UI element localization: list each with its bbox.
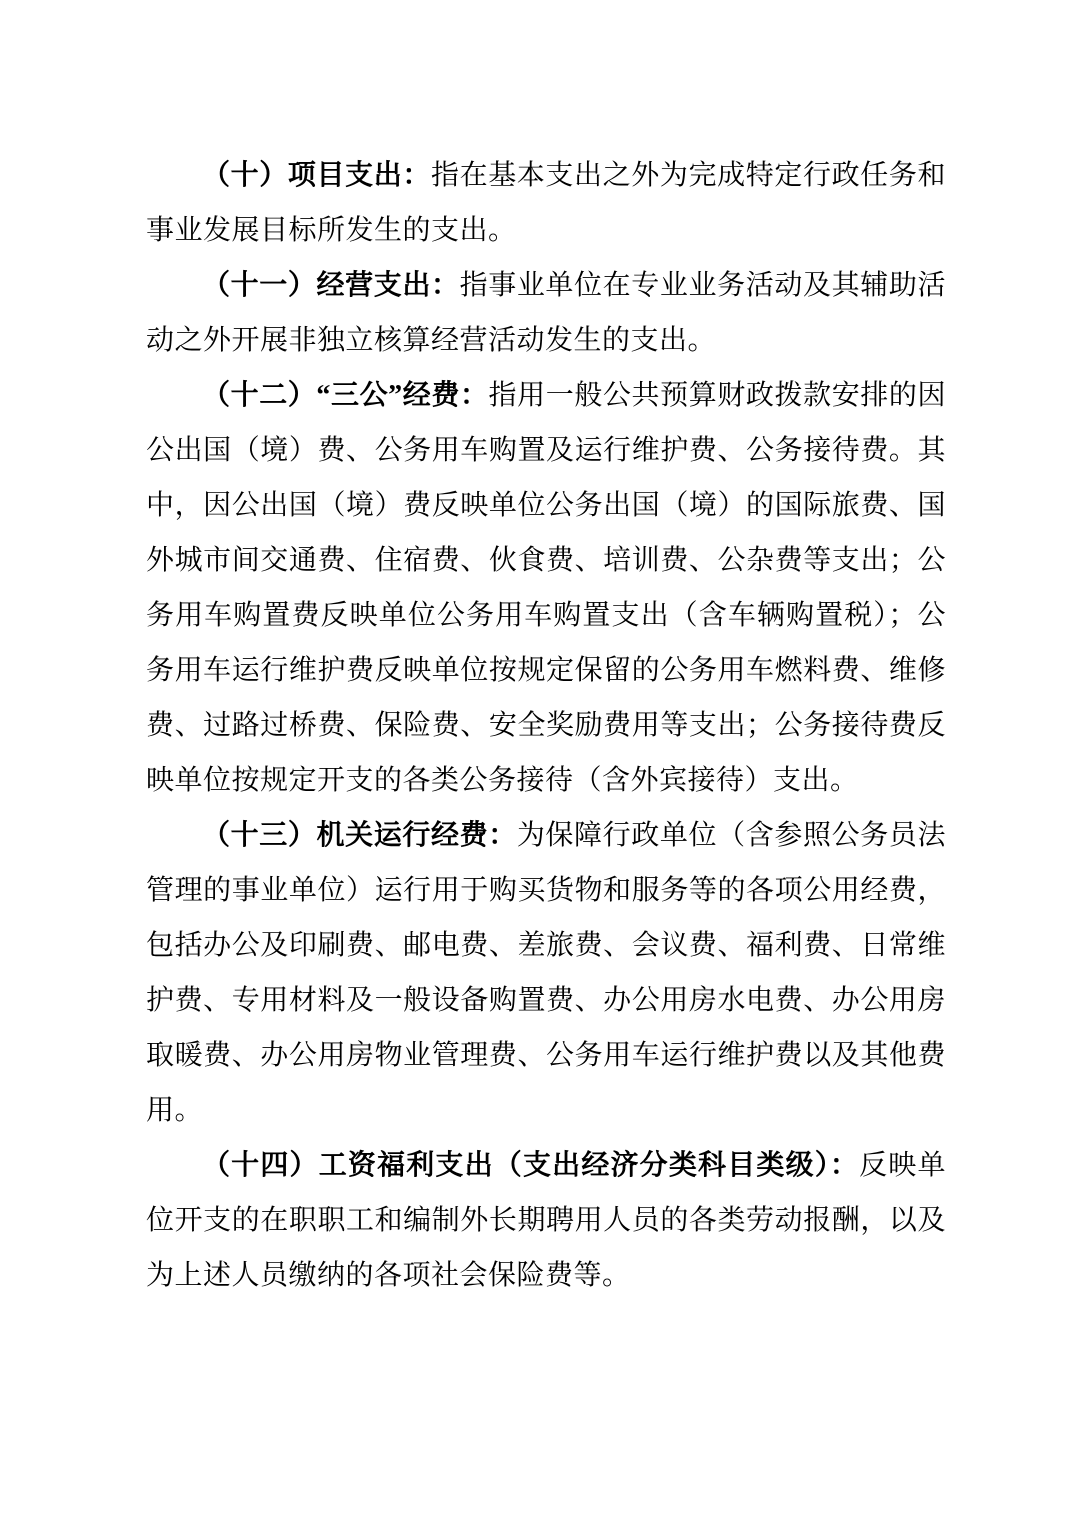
paragraph-heading: （十）项目支出： — [202, 160, 431, 191]
paragraph-item-12 — [146, 368, 946, 808]
paragraph-text: 指用一般公共预算财政拨款安排的因公出国（境）费、公务用车购置及运行维护费、公务接待费。其中，因公出国（境）费反映单位公务出国（境）的国际旅费、国外城市间交通费、住宿费、伙食费、培训费、公杂费等支出；公务用车购置费反映单位公务用车购置支出（含车辆购置税）；公务用车运行维护费反映单位按规定保留的公务用车燃料费、维修费、过路过桥费、保险费、安全奖励费用等支出；公务接待费反映单位按规定开支的各类公务接待（含外宾接待）支出。 — [146, 380, 946, 796]
paragraph-heading: （十三）机关运行经费： — [202, 820, 517, 851]
paragraph-text: 为保障行政单位（含参照公务员法管理的事业单位）运行用于购买货物和服务等的各项公用经费，包括办公及印刷费、邮电费、差旅费、会议费、福利费、日常维护费、专用材料及一般设备购置费、办公用房水电费、办公用房取暖费、办公用房物业管理费、公务用车运行维护费以及其他费用。 — [146, 820, 946, 1126]
paragraph-heading: （十一）经营支出： — [202, 270, 460, 301]
paragraph-text: 反映单位开支的在职职工和编制外长期聘用人员的各类劳动报酬，以及为上述人员缴纳的各项社会保险费等。 — [146, 1150, 946, 1291]
paragraph-item-14 — [146, 1138, 946, 1303]
paragraph-item-13 — [146, 808, 946, 1138]
paragraph-text: 指事业单位在专业业务活动及其辅助活动之外开展非独立核算经营活动发生的支出。 — [146, 270, 946, 356]
paragraph-item-11 — [146, 258, 946, 368]
paragraph-item-10 — [146, 148, 946, 258]
paragraph-text: 指在基本支出之外为完成特定行政任务和事业发展目标所发生的支出。 — [146, 160, 946, 246]
paragraph-heading: （十二）“三公”经费： — [202, 380, 489, 411]
document-body — [146, 148, 946, 1303]
paragraph-heading: （十四）工资福利支出（支出经济分类科目类级）： — [202, 1150, 860, 1181]
